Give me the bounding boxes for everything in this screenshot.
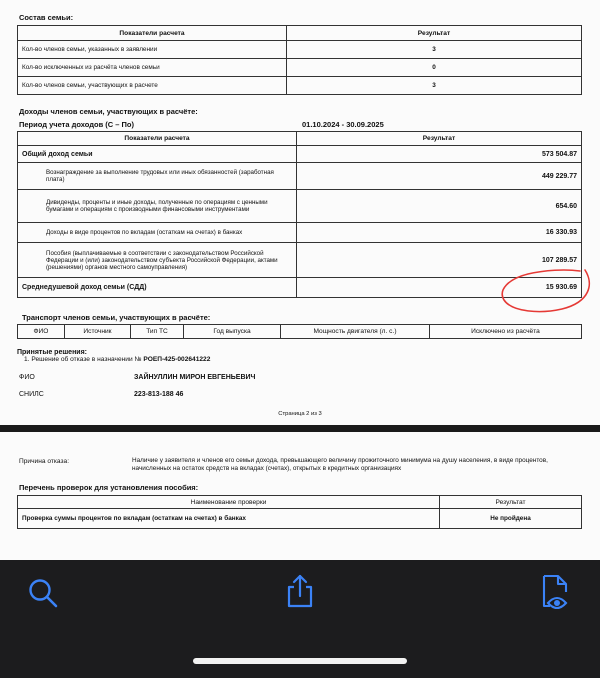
check-result: Не пройдена bbox=[440, 509, 582, 529]
row-label: Дивиденды, проценты и иные доходы, полученные по операциям с ценными бумагами и операциям с производными финансовыми инструментами bbox=[18, 190, 297, 223]
row-value: 449 229.77 bbox=[297, 163, 582, 190]
row-label: Кол-во исключенных из расчёта членов семьи bbox=[18, 59, 287, 77]
transport-header-power: Мощность двигателя (л. с.) bbox=[281, 325, 430, 339]
family-table bbox=[17, 25, 582, 95]
row-label: Кол-во членов семьи, участвующих в расчете bbox=[18, 77, 287, 95]
markup-icon[interactable] bbox=[538, 572, 574, 617]
total-income-label: Общий доход семьи bbox=[18, 146, 297, 163]
income-section-title: Доходы членов семьи, участвующих в расчёте: bbox=[19, 107, 198, 116]
transport-header-fio: ФИО bbox=[18, 325, 65, 339]
home-indicator bbox=[193, 658, 407, 664]
transport-section-title: Транспорт членов семьи, участвующих в расчёте: bbox=[22, 313, 211, 322]
row-label: Доходы в виде процентов по вкладам (остаткам на счетах) в банках bbox=[18, 223, 297, 243]
decision-number: РОЕП-425-002641222 bbox=[143, 356, 211, 363]
period-label: Период учета доходов (С – По) bbox=[19, 120, 134, 129]
reason-label: Причина отказа: bbox=[19, 458, 70, 465]
table-row bbox=[18, 146, 582, 163]
snils-label: СНИЛС bbox=[19, 391, 44, 398]
snils-value: 223-813-188 46 bbox=[134, 391, 184, 398]
checks-header-result: Результат bbox=[440, 496, 582, 509]
page-separator bbox=[0, 425, 600, 432]
row-value: 0 bbox=[287, 59, 582, 77]
table-row bbox=[18, 190, 582, 223]
table-row bbox=[18, 223, 582, 243]
checks-header-name: Наименование проверки bbox=[18, 496, 440, 509]
table-row bbox=[18, 41, 582, 59]
checks-table bbox=[17, 495, 582, 529]
row-label: Пособия (выплачиваемые в соответствии с законодательством Российской Федерации и (или) законодательством субъекта Российской Федерации, актами (решениями) органов местного самоуправления) bbox=[18, 243, 297, 278]
total-income-value: 573 504.87 bbox=[297, 146, 582, 163]
period-value: 01.10.2024 - 30.09.2025 bbox=[302, 120, 384, 129]
row-value: 654.60 bbox=[297, 190, 582, 223]
checks-title: Перечень проверок для установления пособия: bbox=[19, 483, 199, 492]
row-value: 107 289.57 bbox=[297, 243, 582, 278]
family-header-indicator: Показатели расчета bbox=[18, 26, 287, 41]
fio-value: ЗАЙНУЛЛИН МИРОН ЕВГЕНЬЕВИЧ bbox=[134, 374, 256, 381]
avg-income-value: 15 930.69 bbox=[297, 278, 582, 298]
search-icon[interactable] bbox=[25, 575, 61, 616]
transport-header-excluded: Исключено из расчёта bbox=[430, 325, 582, 339]
reason-text: Наличие у заявителя и членов его семьи дохода, превышающего величину прожиточного минимума на душу населения, в виде процентов, начисленных на остаток средств на вкладах (счетах), открытых в кредитных организациях bbox=[132, 457, 548, 472]
avg-income-label: Среднедушевой доход семьи (СДД) bbox=[18, 278, 297, 298]
row-label: Кол-во членов семьи, указанных в заявлении bbox=[18, 41, 287, 59]
check-name: Проверка суммы процентов по вкладам (остаткам на счетах) в банках bbox=[18, 509, 440, 529]
table-row bbox=[18, 509, 582, 529]
family-header-result: Результат bbox=[287, 26, 582, 41]
transport-table bbox=[17, 324, 582, 339]
decision-item-prefix: 1. Решение об отказе в назначении № bbox=[24, 356, 142, 363]
document-page-3 bbox=[0, 432, 600, 560]
income-header-result: Результат bbox=[297, 132, 582, 146]
decision-item bbox=[24, 356, 210, 363]
transport-header-source: Источник bbox=[65, 325, 131, 339]
transport-header-year: Год выпуска bbox=[184, 325, 281, 339]
row-value: 3 bbox=[287, 41, 582, 59]
decisions-title: Принятые решения: bbox=[17, 349, 88, 356]
red-circle-annotation bbox=[490, 262, 600, 318]
table-row bbox=[18, 77, 582, 95]
transport-header-type: Тип ТС bbox=[131, 325, 184, 339]
page-footer: Страница 2 из 3 bbox=[278, 411, 322, 417]
table-row bbox=[18, 59, 582, 77]
table-row bbox=[18, 163, 582, 190]
row-value: 16 330.93 bbox=[297, 223, 582, 243]
row-value: 3 bbox=[287, 77, 582, 95]
share-icon[interactable] bbox=[282, 572, 318, 615]
fio-label: ФИО bbox=[19, 374, 35, 381]
income-header-indicator: Показатели расчета bbox=[18, 132, 297, 146]
row-label: Вознаграждение за выполнение трудовых или иных обязанностей (заработная плата) bbox=[18, 163, 297, 190]
family-section-title: Состав семьи: bbox=[19, 13, 74, 22]
